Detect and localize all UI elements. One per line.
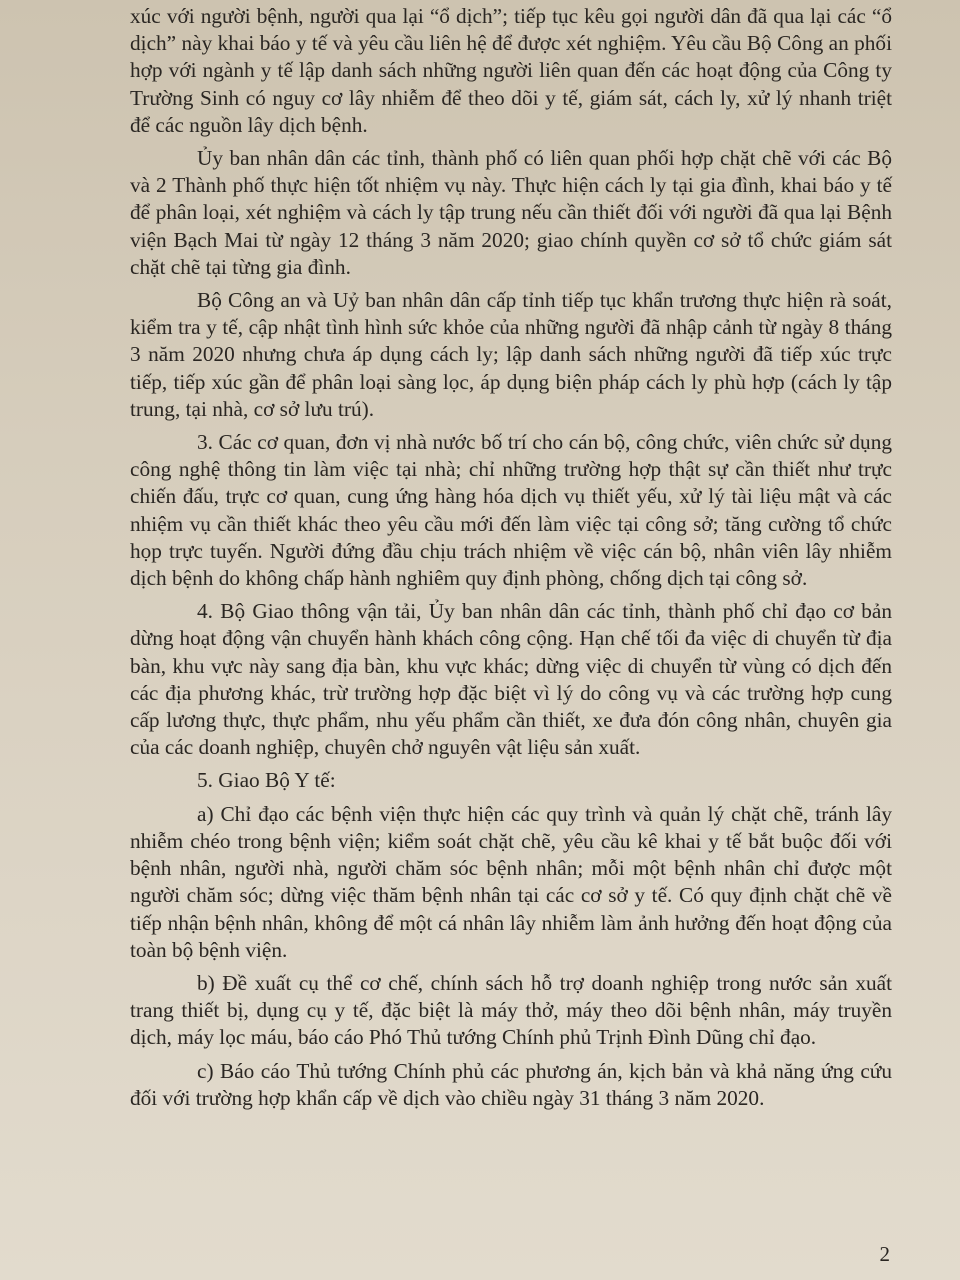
paragraph-item-4: 4. Bộ Giao thông vận tải, Ủy ban nhân dân các tỉnh, thành phố chỉ đạo cơ bản dừng hoạt động vận chuyển hành khách công cộng. Hạn chế tối đa việc di chuyển từ địa bàn, khu vực này sang địa bàn, khu vực khác; dừng việc di chuyển từ vùng có dịch đến các địa phương khác, trừ trường hợp đặc biệt vì lý do công vụ và các trường hợp cung cấp lương thực, thực phẩm, nhu yếu phẩm cần thiết, xe đưa đón công nhân, chuyên gia của các doanh nghiệp, chuyên chở nguyên vật liệu sản xuất. — [130, 599, 892, 760]
paragraph-item-5c: c) Báo cáo Thủ tướng Chính phủ các phương án, kịch bản và khả năng ứng cứu đối với trường hợp khẩn cấp về dịch vào chiều ngày 31 tháng 3 năm 2020. — [130, 1058, 892, 1110]
paragraph-provincial-committees: Ủy ban nhân dân các tỉnh, thành phố có liên quan phối hợp chặt chẽ với các Bộ và 2 Thành phố thực hiện tốt nhiệm vụ này. Thực hiện cách ly tại gia đình, khai báo y tế để phân loại, xét nghiệm và cách ly tập trung nếu cần thiết đối với người đã qua lại Bệnh viện Bạch Mai từ ngày 12 tháng 3 năm 2020; giao chính quyền cơ sở tổ chức giám sát chặt chẽ tại từng gia đình. — [130, 146, 892, 279]
paragraph-item-3: 3. Các cơ quan, đơn vị nhà nước bố trí cho cán bộ, công chức, viên chức sử dụng công nghệ thông tin làm việc tại nhà; chỉ những trường hợp thật sự cần thiết như trực chiến đấu, trực cơ quan, cung ứng hàng hóa dịch vụ thiết yếu, xử lý tài liệu mật và các nhiệm vụ cần thiết khác theo yêu cầu mới đến làm việc tại công sở; tăng cường tổ chức họp trực tuyến. Người đứng đầu chịu trách nhiệm về việc cán bộ, nhân viên lây nhiễm dịch bệnh do không chấp hành nghiêm quy định phòng, chống dịch tại công sở. — [130, 430, 892, 591]
paragraph-item-5a: a) Chỉ đạo các bệnh viện thực hiện các quy trình và quản lý chặt chẽ, tránh lây nhiễm chéo trong bệnh viện; kiểm soát chặt chẽ, yêu cầu kê khai y tế bắt buộc đối với bệnh nhân, người nhà, người chăm sóc bệnh nhân; mỗi một bệnh nhân chỉ được một người chăm sóc; dừng việc thăm bệnh nhân tại các cơ sở y tế. Có quy định chặt chẽ về tiếp nhận bệnh nhân, không để một cá nhân lây nhiễm làm ảnh hưởng đến hoạt động của toàn bộ bệnh viện. — [130, 801, 892, 962]
paragraph-item-5-heading: 5. Giao Bộ Y tế: — [197, 768, 336, 793]
document-body — [130, 0, 892, 1118]
paragraph-public-security: Bộ Công an và Uỷ ban nhân dân cấp tỉnh tiếp tục khẩn trương thực hiện rà soát, kiểm tra y tế, cập nhật tình hình sức khỏe của những người đã nhập cảnh từ ngày 8 tháng 3 năm 2020 nhưng chưa áp dụng cách ly; lập danh sách những người đã tiếp xúc trực tiếp, tiếp xúc gần để phân loại sàng lọc, áp dụng biện pháp cách ly phù hợp (cách ly tập trung, tại nhà, cơ sở lưu trú). — [130, 288, 892, 421]
paragraph-item-5b: b) Đề xuất cụ thể cơ chế, chính sách hỗ trợ doanh nghiệp trong nước sản xuất trang thiết bị, dụng cụ y tế, đặc biệt là máy thở, máy theo dõi bệnh nhân, máy truyền dịch, máy lọc máu, báo cáo Phó Thủ tướng Chính phủ Trịnh Đình Dũng chỉ đạo. — [130, 970, 892, 1050]
paragraph-continuation: xúc với người bệnh, người qua lại “ổ dịch”; tiếp tục kêu gọi người dân đã qua lại các “ổ dịch” này khai báo y tế và yêu cầu liên hệ để được xét nghiệm. Yêu cầu Bộ Công an phối hợp với ngành y tế lập danh sách những người liên quan đến các hoạt động của Công ty Trường Sinh có nguy cơ lây nhiễm để theo dõi y tế, giám sát, cách ly, xử lý nhanh triệt để các nguồn lây dịch bệnh. — [130, 4, 892, 137]
page-number: 2 — [879, 1242, 890, 1266]
